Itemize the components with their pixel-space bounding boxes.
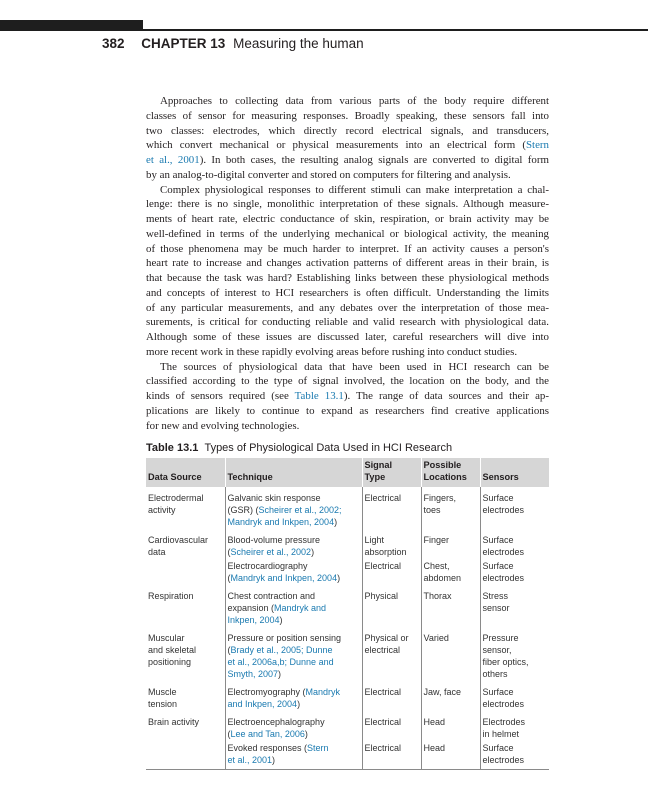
header-line: Signal bbox=[364, 460, 393, 470]
text-run: Electrical bbox=[364, 561, 402, 571]
text-run: Electrocardiography bbox=[227, 561, 308, 571]
text-run: activity bbox=[148, 505, 176, 515]
table-row bbox=[146, 627, 549, 681]
citation-link[interactable]: Mandryk and Inkpen, 2004 bbox=[227, 517, 335, 527]
cell-sensors bbox=[480, 627, 549, 681]
cell-line bbox=[228, 560, 360, 572]
cell-line bbox=[365, 534, 419, 546]
text-run: Chest, bbox=[423, 561, 450, 571]
cell-locations bbox=[421, 529, 480, 559]
citation-link[interactable]: and Inkpen, 2004 bbox=[227, 699, 298, 709]
text-run: Surface bbox=[482, 561, 514, 571]
text-line bbox=[146, 124, 549, 139]
cell-line bbox=[148, 546, 223, 558]
cell-data-source bbox=[146, 681, 225, 711]
text-run: Approaches to collecting data from various parts of the body require different bbox=[160, 95, 549, 107]
cell-line bbox=[148, 656, 223, 668]
cell-line bbox=[228, 716, 360, 728]
header-signal-type bbox=[362, 458, 421, 487]
cell-data-source bbox=[146, 741, 225, 770]
text-run: Surface bbox=[482, 687, 514, 697]
text-run: The sources of physiological data that have been used in HCI research can be bbox=[160, 360, 549, 373]
table-row bbox=[146, 711, 549, 741]
cell-line bbox=[424, 572, 478, 584]
text-run: electrodes bbox=[482, 505, 525, 515]
text-run: Electroencephalography bbox=[227, 717, 325, 727]
header-possible-locations bbox=[421, 458, 480, 487]
cell-line bbox=[228, 504, 360, 516]
cell-line bbox=[424, 590, 478, 602]
text-run: Head bbox=[423, 743, 446, 753]
text-line bbox=[146, 168, 549, 183]
text-run: two classes: electrodes, which directly record electrical signals, and transducers, bbox=[146, 124, 549, 137]
text-line bbox=[146, 360, 549, 375]
top-bar-decoration bbox=[0, 20, 143, 31]
text-run: Thorax bbox=[423, 591, 452, 601]
cell-signal-type bbox=[362, 681, 421, 711]
cell-line bbox=[424, 492, 478, 504]
cell-line bbox=[228, 754, 360, 766]
chapter-title: Measuring the human bbox=[233, 36, 364, 51]
cell-signal-type bbox=[362, 559, 421, 585]
text-line bbox=[146, 242, 549, 257]
table-header-row bbox=[146, 458, 549, 487]
cell-line bbox=[483, 492, 548, 504]
header-line: Data Source bbox=[148, 471, 202, 482]
text-run: Galvanic skin response bbox=[227, 493, 321, 503]
text-run: ) bbox=[334, 517, 338, 527]
body-paragraph bbox=[146, 183, 549, 360]
text-run: sensor bbox=[482, 603, 510, 613]
cell-line bbox=[365, 632, 419, 644]
text-run: electrical bbox=[364, 645, 401, 655]
cell-line bbox=[228, 656, 360, 668]
table-row bbox=[146, 585, 549, 627]
text-run: Varied bbox=[423, 633, 449, 643]
body-text bbox=[146, 94, 549, 433]
text-run: Although some of these issues are discussed later, careful researchers will dive into bbox=[146, 331, 549, 343]
table-caption-number: Table 13.1 bbox=[146, 442, 199, 454]
cell-data-source bbox=[146, 529, 225, 559]
cell-technique bbox=[225, 529, 362, 559]
citation-link[interactable]: Inkpen, 2004 bbox=[227, 615, 280, 625]
text-run: Electrical bbox=[364, 687, 402, 697]
body-paragraph bbox=[146, 360, 549, 434]
cell-locations bbox=[421, 585, 480, 627]
header-data-source bbox=[146, 458, 225, 487]
body-paragraph bbox=[146, 94, 549, 183]
cell-line bbox=[148, 632, 223, 644]
text-run: Evoked responses ( bbox=[227, 743, 308, 753]
text-run: Surface bbox=[482, 535, 514, 545]
text-run: Electrical bbox=[364, 717, 402, 727]
text-run: Respiration bbox=[148, 591, 194, 601]
text-run: by an analog-to-digital converter and stored on computers for filtering and analysis. bbox=[146, 168, 511, 181]
cell-signal-type bbox=[362, 741, 421, 770]
text-line bbox=[146, 315, 549, 330]
citation-link[interactable]: Brady et al., 2005; Dunne bbox=[230, 645, 333, 655]
text-run: ). The range of data sources and their ap- bbox=[343, 390, 550, 402]
text-run: more recent work in these rapidly evolving areas before rushing into conduct studies. bbox=[146, 345, 518, 358]
cell-line bbox=[365, 644, 419, 656]
cell-line bbox=[483, 504, 548, 516]
text-run: ) bbox=[278, 669, 282, 679]
text-run: for new and evolving technologies. bbox=[146, 419, 300, 432]
cell-line bbox=[228, 728, 360, 740]
text-run: ) bbox=[337, 573, 341, 583]
header-line: Technique bbox=[227, 471, 273, 482]
cell-locations bbox=[421, 681, 480, 711]
cell-line bbox=[365, 492, 419, 504]
text-run: ) bbox=[279, 615, 283, 625]
cell-line bbox=[424, 632, 478, 644]
text-run: ). In both cases, the resulting analog signals are converted to digital form bbox=[199, 154, 549, 166]
text-run: electrodes bbox=[482, 547, 525, 557]
text-run: (GSR) ( bbox=[227, 505, 259, 515]
cell-line bbox=[148, 534, 223, 546]
header-sensors bbox=[480, 458, 549, 487]
table-row bbox=[146, 487, 549, 529]
header-rule bbox=[143, 29, 648, 31]
cell-line bbox=[483, 546, 548, 558]
table-row bbox=[146, 529, 549, 559]
cell-line bbox=[483, 668, 548, 680]
cell-data-source bbox=[146, 711, 225, 741]
text-run: absorption bbox=[364, 547, 407, 557]
text-line bbox=[146, 419, 549, 434]
cell-line bbox=[365, 716, 419, 728]
cell-line bbox=[228, 590, 360, 602]
cell-line bbox=[228, 742, 360, 754]
cell-sensors bbox=[480, 487, 549, 529]
text-run: in helmet bbox=[482, 729, 520, 739]
cell-line bbox=[365, 560, 419, 572]
text-run: sensor, bbox=[482, 645, 512, 655]
citation-link[interactable]: et al., 2006a,b; Dunne and bbox=[227, 657, 334, 667]
cell-signal-type bbox=[362, 529, 421, 559]
text-run: Head bbox=[423, 717, 446, 727]
cell-line bbox=[424, 534, 478, 546]
table-body bbox=[146, 487, 549, 770]
cell-line bbox=[228, 572, 360, 584]
cell-locations bbox=[421, 487, 480, 529]
text-run: which convert mechanical or physical measurements into an electrical form ( bbox=[146, 139, 526, 152]
text-run: ( bbox=[227, 729, 231, 739]
text-run: positioning bbox=[148, 657, 192, 667]
cell-line bbox=[483, 728, 548, 740]
citation-link[interactable]: Lee and Tan, 2006 bbox=[230, 729, 305, 739]
text-run: heart rate to increase and changes activation patterns of different areas in their brain, is bbox=[146, 257, 549, 270]
cell-line bbox=[148, 686, 223, 698]
citation-link[interactable]: Table 13.1 bbox=[294, 390, 344, 402]
citation-link[interactable]: Stern bbox=[307, 743, 329, 753]
text-run: Complex physiological responses to different stimuli can make interpretation a chal- bbox=[160, 183, 549, 196]
text-line bbox=[146, 301, 549, 316]
cell-line bbox=[365, 546, 419, 558]
cell-line bbox=[483, 656, 548, 668]
text-run: Surface bbox=[482, 743, 514, 753]
citation-link[interactable]: Mandryk bbox=[305, 687, 341, 697]
text-run: Muscular bbox=[148, 633, 185, 643]
text-line bbox=[146, 256, 549, 271]
text-run: Electromyography ( bbox=[227, 687, 306, 697]
text-line bbox=[146, 345, 549, 360]
cell-line bbox=[228, 698, 360, 710]
cell-sensors bbox=[480, 681, 549, 711]
cell-line bbox=[228, 546, 360, 558]
text-run: that because the task was hard? Establishing links between these physiological methods bbox=[146, 272, 549, 284]
citation-link[interactable]: Scheirer et al., 2002; bbox=[258, 505, 342, 515]
cell-line bbox=[424, 504, 478, 516]
cell-line bbox=[483, 716, 548, 728]
table-caption-text: Types of Physiological Data Used in HCI Research bbox=[204, 442, 453, 454]
text-run: data bbox=[148, 547, 166, 557]
text-run: Electrodermal bbox=[148, 493, 204, 503]
cell-technique bbox=[225, 711, 362, 741]
text-line bbox=[146, 109, 549, 124]
text-run: Electrical bbox=[364, 743, 402, 753]
cell-line bbox=[228, 668, 360, 680]
header-line: Type bbox=[364, 471, 386, 482]
table-row bbox=[146, 741, 549, 770]
text-run: lenge: there is no single, monolithic interpretation of these signals. Although measure- bbox=[146, 198, 549, 211]
cell-line bbox=[148, 716, 223, 728]
cell-line bbox=[483, 560, 548, 572]
text-run: abdomen bbox=[423, 573, 462, 583]
citation-link[interactable]: Stern bbox=[526, 139, 549, 152]
cell-line bbox=[483, 590, 548, 602]
text-line bbox=[146, 404, 549, 419]
cell-line bbox=[228, 602, 360, 614]
text-run: ( bbox=[227, 573, 231, 583]
text-run: ( bbox=[227, 547, 231, 557]
cell-technique bbox=[225, 681, 362, 711]
text-run: ments of heart rate, electric conductance of skin, respiration, or brain activity may be bbox=[146, 213, 549, 225]
cell-line bbox=[228, 516, 360, 528]
cell-line bbox=[228, 632, 360, 644]
cell-line bbox=[365, 742, 419, 754]
text-run: surements, is critical for conducting reliable and valid research with physiological data. bbox=[146, 316, 549, 329]
cell-technique bbox=[225, 559, 362, 585]
text-run: Light bbox=[364, 535, 385, 545]
cell-locations bbox=[421, 741, 480, 770]
cell-signal-type bbox=[362, 711, 421, 741]
citation-link[interactable]: Scheirer et al., 2002 bbox=[230, 547, 312, 557]
cell-line bbox=[148, 644, 223, 656]
text-run: well-defined in terms of the underlying mechanical or biological activity, the meaning bbox=[146, 227, 549, 240]
cell-line bbox=[483, 686, 548, 698]
text-run: Muscle bbox=[148, 687, 177, 697]
text-run: Physical or bbox=[364, 633, 409, 643]
text-run: ) bbox=[311, 547, 315, 557]
citation-link[interactable]: Mandryk and bbox=[274, 603, 327, 613]
cell-line bbox=[424, 560, 478, 572]
text-run: Physical bbox=[364, 591, 399, 601]
text-run: classified according to the type of signal involved, the location on the body, and the bbox=[146, 375, 549, 388]
cell-line bbox=[148, 590, 223, 602]
text-run: ( bbox=[227, 645, 231, 655]
cell-line bbox=[483, 698, 548, 710]
text-run: plications are likely to continue to expand as researchers find creative applications bbox=[146, 404, 549, 417]
cell-technique bbox=[225, 487, 362, 529]
cell-line bbox=[228, 686, 360, 698]
cell-sensors bbox=[480, 559, 549, 585]
text-run: toes bbox=[423, 505, 441, 515]
text-run: Jaw, face bbox=[423, 687, 462, 697]
header-line: Possible bbox=[423, 460, 462, 470]
table-row bbox=[146, 559, 549, 585]
text-run: tension bbox=[148, 699, 178, 709]
cell-sensors bbox=[480, 529, 549, 559]
text-run: Chest contraction and bbox=[227, 591, 316, 601]
header-line: Sensors bbox=[482, 471, 519, 482]
citation-link[interactable]: et al., 2001 bbox=[146, 154, 200, 166]
text-run: others bbox=[482, 669, 508, 679]
text-run: and skeletal bbox=[148, 645, 197, 655]
cell-line bbox=[228, 614, 360, 626]
text-run: Electrical bbox=[364, 493, 402, 503]
text-run: fiber optics, bbox=[482, 657, 529, 667]
text-run: Electrodes bbox=[482, 717, 526, 727]
cell-line bbox=[365, 686, 419, 698]
text-run: Cardiovascular bbox=[148, 535, 209, 545]
cell-line bbox=[483, 754, 548, 766]
text-run: of any particular measurements, and any debates over the interpretation of those mea- bbox=[146, 301, 549, 314]
chapter-label: CHAPTER 13 bbox=[141, 36, 226, 51]
text-run: Blood-volume pressure bbox=[227, 535, 321, 545]
text-line bbox=[146, 227, 549, 242]
cell-line bbox=[148, 492, 223, 504]
cell-data-source bbox=[146, 559, 225, 585]
cell-sensors bbox=[480, 741, 549, 770]
text-line bbox=[146, 197, 549, 212]
text-line bbox=[146, 271, 549, 286]
cell-line bbox=[228, 534, 360, 546]
header-line: Locations bbox=[423, 471, 467, 482]
text-line bbox=[146, 389, 549, 404]
text-run: Fingers, bbox=[423, 493, 457, 503]
cell-line bbox=[483, 602, 548, 614]
cell-line bbox=[424, 742, 478, 754]
cell-sensors bbox=[480, 585, 549, 627]
cell-line bbox=[228, 492, 360, 504]
cell-data-source bbox=[146, 487, 225, 529]
citation-link[interactable]: Smyth, 2007 bbox=[227, 669, 279, 679]
cell-line bbox=[483, 644, 548, 656]
running-header bbox=[102, 36, 364, 51]
text-line bbox=[146, 212, 549, 227]
text-run: of those phenomena may be much harder to interpret. If an activity causes a person's bbox=[146, 242, 549, 255]
citation-link[interactable]: Mandryk and Inkpen, 2004 bbox=[230, 573, 338, 583]
text-run: Brain activity bbox=[148, 717, 200, 727]
cell-data-source bbox=[146, 627, 225, 681]
text-run: Finger bbox=[423, 535, 450, 545]
table-caption bbox=[146, 442, 452, 454]
cell-technique bbox=[225, 741, 362, 770]
cell-line bbox=[228, 644, 360, 656]
cell-line bbox=[483, 572, 548, 584]
text-run: Surface bbox=[482, 493, 514, 503]
text-run: electrodes bbox=[482, 573, 525, 583]
cell-line bbox=[424, 686, 478, 698]
cell-line bbox=[483, 742, 548, 754]
text-line bbox=[146, 94, 549, 109]
cell-line bbox=[424, 716, 478, 728]
page-number: 382 bbox=[102, 36, 125, 51]
text-run: classes of sensor for measuring responses. Broadly speaking, these sensors fall into bbox=[146, 109, 549, 122]
cell-signal-type bbox=[362, 487, 421, 529]
text-run: kinds of sensors required (see bbox=[146, 390, 295, 402]
header-technique bbox=[225, 458, 362, 487]
cell-sensors bbox=[480, 711, 549, 741]
text-line bbox=[146, 330, 549, 345]
citation-link[interactable]: et al., 2001 bbox=[227, 755, 273, 765]
physiological-data-table bbox=[146, 458, 549, 770]
text-line bbox=[146, 286, 549, 301]
cell-technique bbox=[225, 585, 362, 627]
text-line bbox=[146, 138, 549, 153]
text-run: Pressure bbox=[482, 633, 519, 643]
cell-signal-type bbox=[362, 585, 421, 627]
text-run: electrodes bbox=[482, 699, 525, 709]
cell-technique bbox=[225, 627, 362, 681]
text-run: ) bbox=[304, 729, 308, 739]
cell-signal-type bbox=[362, 627, 421, 681]
cell-locations bbox=[421, 627, 480, 681]
text-run: Stress bbox=[482, 591, 509, 601]
cell-line bbox=[483, 534, 548, 546]
cell-locations bbox=[421, 559, 480, 585]
text-line bbox=[146, 183, 549, 198]
text-line bbox=[146, 374, 549, 389]
text-run: expansion ( bbox=[227, 603, 275, 613]
cell-data-source bbox=[146, 585, 225, 627]
cell-line bbox=[365, 590, 419, 602]
cell-line bbox=[483, 632, 548, 644]
cell-line bbox=[148, 504, 223, 516]
text-run: electrodes bbox=[482, 755, 525, 765]
table-row bbox=[146, 681, 549, 711]
text-run: ) bbox=[297, 699, 301, 709]
text-run: ) bbox=[272, 755, 276, 765]
text-line bbox=[146, 153, 549, 168]
cell-line bbox=[148, 698, 223, 710]
text-run: and concepts of interest to HCI researchers is often difficult. Understanding the limits bbox=[146, 286, 549, 299]
text-run: Pressure or position sensing bbox=[227, 633, 342, 643]
cell-locations bbox=[421, 711, 480, 741]
